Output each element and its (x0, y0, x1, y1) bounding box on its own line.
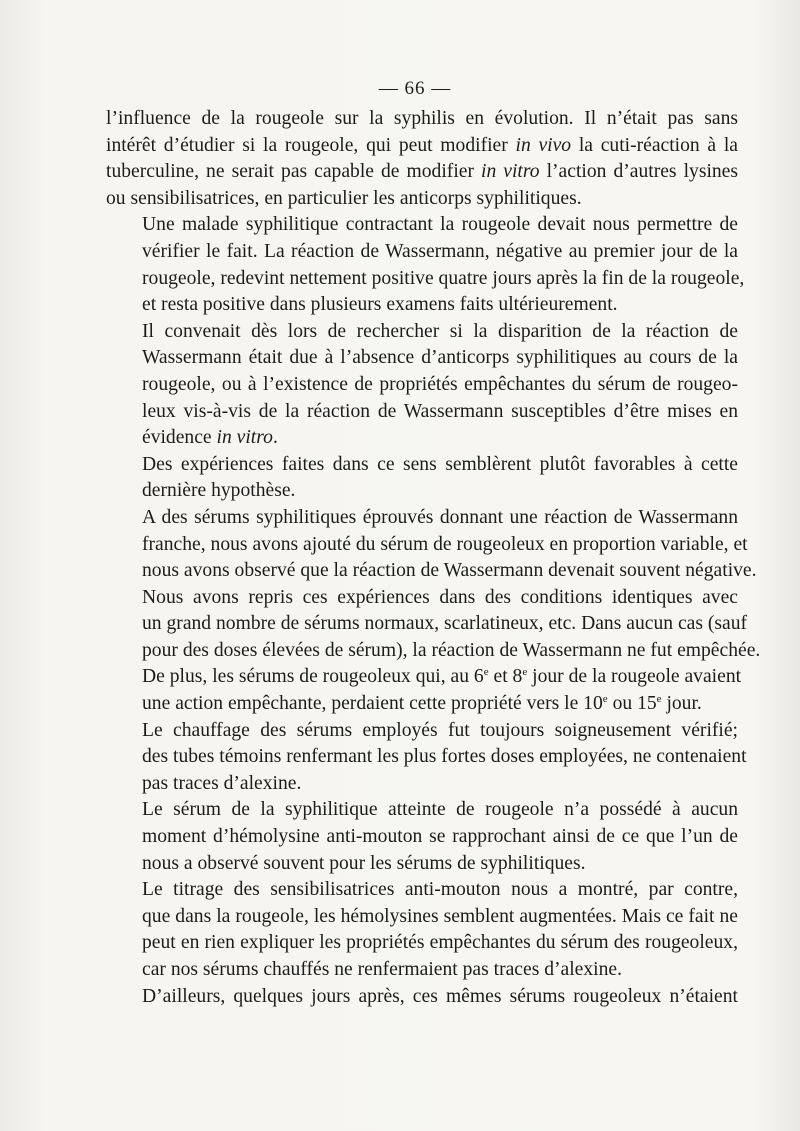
text-line: Nous avons repris ces expériences dans des conditions identiques avec (142, 586, 738, 608)
text-line: rougeole, redevint nettement positive quatre jours après la fin de la rougeole, (142, 267, 745, 289)
text-line: dernière hypothèse. (142, 480, 296, 502)
body-text (106, 106, 761, 1010)
text-line: et resta positive dans plusieurs examens faits ultérieurement. (142, 294, 618, 316)
text-line: ou sensibilisatrices, en particulier les anticorps syphilitiques. (106, 187, 582, 209)
text-line: D’ailleurs, quelques jours après, ces mêmes sérums rougeoleux n’étaient (142, 985, 738, 1007)
paragraph (106, 718, 747, 798)
text-line: Wassermann était due à l’absence d’anticorps syphilitiques au cours de la (142, 347, 738, 369)
text-line: Des expériences faites dans ce sens semblèrent plutôt favorables à cette (142, 453, 738, 475)
text-line: De plus, les sérums de rougeoleux qui, au 6e et 8e jour de la rougeole avaient (142, 666, 742, 688)
paragraph (106, 452, 738, 505)
text-line: nous a observé souvent pour les sérums de syphilitiques. (142, 852, 586, 874)
paragraph (106, 984, 738, 1011)
text-line: Il convenait dès lors de rechercher si la disparition de la réaction de (142, 320, 738, 342)
paragraph (106, 106, 738, 212)
text-line: rougeole, ou à l’existence de propriétés empêchantes du sérum de rougeo- (142, 373, 738, 395)
text-line: car nos sérums chauffés ne renfermaient pas traces d’alexine. (142, 959, 623, 980)
paragraph (106, 877, 738, 983)
text-line: nous avons observé que la réaction de Wassermann devenait souvent négative. (142, 560, 757, 582)
text-line: franche, nous avons ajouté du sérum de rougeoleux en proportion variable, et (142, 533, 748, 555)
paragraph (106, 212, 745, 318)
paragraph (106, 585, 761, 718)
text-line: tuberculine, ne serait pas capable de modifier in vitro l’action d’autres lysines (106, 161, 739, 183)
paragraph (106, 319, 738, 452)
text-line: leux vis-à-vis de la réaction de Wassermann susceptibles d’être mises en (142, 400, 738, 422)
text-line: évidence in vitro. (142, 427, 278, 449)
text-line: pour des doses élevées de sérum), la réaction de Wassermann ne fut empêchée. (142, 639, 761, 661)
text-line: un grand nombre de sérums normaux, scarlatineux, etc. Dans aucun cas (sauf (142, 613, 748, 635)
paragraph (106, 797, 738, 877)
text-line: intérêt d’étudier si la rougeole, qui peut modifier in vivo la cuti-réaction à la (106, 134, 739, 156)
text-line: Le sérum de la syphilitique atteinte de rougeole n’a possédé à aucun (142, 799, 738, 821)
paragraph (106, 505, 757, 585)
text-line: vérifier le fait. La réaction de Wassermann, négative au premier jour de la (142, 240, 738, 262)
text-line: une action empêchante, perdaient cette propriété vers le 10e ou 15e jour. (142, 693, 702, 715)
text-line: Le chauffage des sérums employés fut toujours soigneusement vérifié; (142, 719, 738, 741)
text-line: pas traces d’alexine. (142, 772, 302, 794)
text-line: des tubes témoins renfermant les plus fortes doses employées, ne contenaient (142, 746, 747, 768)
text-line: l’influence de la rougeole sur la syphilis en évolution. Il n’était pas sans (106, 108, 738, 129)
text-line: Une malade syphilitique contractant la rougeole devait nous permettre de (142, 214, 738, 236)
page-number: — 66 — (378, 78, 452, 99)
text-line: peut en rien expliquer les propriétés empêchantes du sérum des rougeoleux, (142, 932, 738, 954)
text-line: moment d’hémolysine anti-mouton se rapprochant ainsi de ce que l’un de (142, 826, 738, 848)
text-line: que dans la rougeole, les hémolysines semblent augmentées. Mais ce fait ne (142, 905, 738, 927)
text-line: Le titrage des sensibilisatrices anti-mouton nous a montré, par contre, (142, 879, 738, 901)
text-line: A des sérums syphilitiques éprouvés donnant une réaction de Wassermann (142, 506, 738, 528)
